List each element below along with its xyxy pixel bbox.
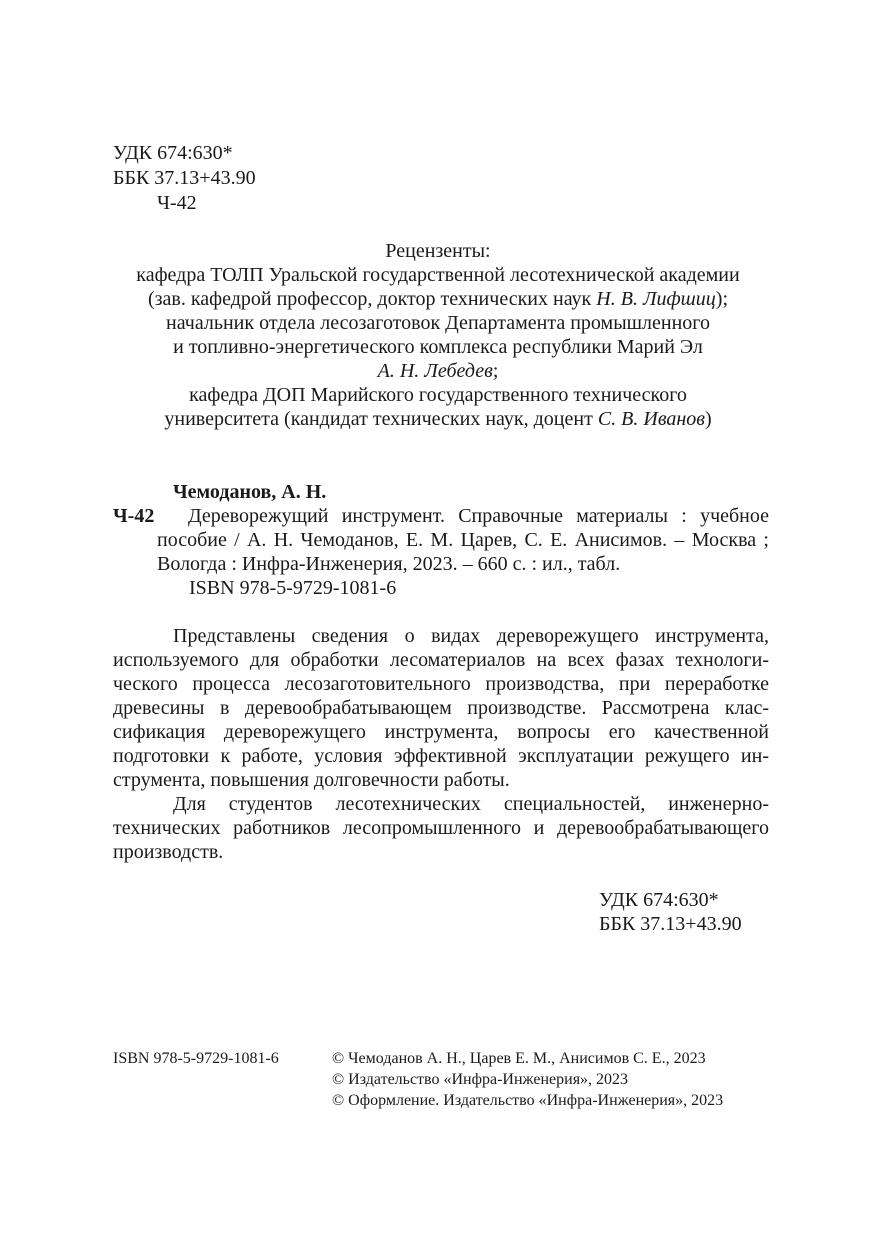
abstract-p1-line-1: Представлены сведения о видах дереворежущего инструмента, bbox=[173, 625, 769, 647]
reviewers-title: Рецензенты: bbox=[385, 240, 491, 262]
reviewer-line-1: кафедра ТОЛП Уральской государственной лесотехнической академии bbox=[136, 264, 740, 286]
copyright-publisher: © Издательство «Инфра-Инженерия», 2023 bbox=[332, 1071, 629, 1088]
reviewer-line-7 bbox=[0, 407, 876, 431]
copyright-design: © Оформление. Издательство «Инфра-Инженерия», 2023 bbox=[332, 1092, 724, 1109]
reviewer-line-2-text: (зав. кафедрой профессор, доктор технических наук bbox=[147, 288, 597, 310]
abstract-p2-line-2: технических работников лесопромышленного и деревообрабатывающего bbox=[113, 817, 769, 839]
reviewer-line-2-end: ); bbox=[715, 288, 729, 310]
reviewer-line-7-end: ) bbox=[704, 408, 712, 430]
reviewer-line-4: и топливно-энергетического комплекса республики Марий Эл bbox=[173, 336, 703, 358]
reviewer-line-3: начальник отдела лесозаготовок Департамента промышленного bbox=[165, 312, 710, 334]
copyright-authors: © Чемоданов А. Н., Царев Е. М., Анисимов С. Е., 2023 bbox=[332, 1050, 706, 1067]
abstract-p2-line-1: Для студентов лесотехнических специальностей, инженерно- bbox=[173, 793, 769, 815]
author-mark-code: Ч-42 bbox=[157, 192, 197, 214]
reviewer-line-5-end: ; bbox=[492, 360, 499, 382]
bottom-udk-code: УДК 674:630* bbox=[599, 889, 719, 911]
reviewer-name-lifshits: Н. В. Лифшиц bbox=[596, 288, 716, 310]
abstract-p2-line-3: производств. bbox=[113, 841, 224, 863]
catalog-line-3: Вологда : Инфра-Инженерия, 2023. – 660 с. : ил., табл. bbox=[157, 553, 621, 575]
abstract-p1-line-5: сификация дереворежущего инструмента, вопросы его качественной bbox=[113, 721, 769, 743]
catalog-author: Чемоданов, А. Н. bbox=[173, 481, 327, 503]
reviewer-line-6: кафедра ДОП Марийского государственного технического bbox=[189, 384, 687, 406]
reviewer-name-ivanov: С. В. Иванов bbox=[597, 408, 705, 430]
bbk-code: ББК 37.13+43.90 bbox=[113, 167, 256, 189]
reviewer-line-2 bbox=[0, 287, 876, 311]
bottom-bbk-code: ББК 37.13+43.90 bbox=[599, 913, 742, 935]
abstract-p1-line-3: ческого процесса лесозаготовительного производства, при переработке bbox=[113, 673, 769, 695]
catalog-line-2: пособие / А. Н. Чемоданов, Е. М. Царев, С. Е. Анисимов. – Москва ; bbox=[157, 529, 769, 551]
abstract-p1-line-2: используемого для обработки лесоматериалов на всех фазах технологи- bbox=[113, 649, 769, 671]
reviewer-line-7-text: университета (кандидат технических наук, доцент bbox=[164, 408, 598, 430]
abstract-p1-line-4: древесины в деревообрабатывающем производстве. Рассмотрена клас- bbox=[113, 697, 769, 719]
udk-code: УДК 674:630* bbox=[113, 142, 233, 164]
abstract-p1-line-7: струмента, повышения долговечности работы. bbox=[113, 769, 510, 791]
reviewer-name-lebedev: А. Н. Лебедев bbox=[377, 360, 493, 382]
abstract-p1-line-6: подготовки к работе, условия эффективной эксплуатации режущего ин- bbox=[113, 745, 769, 767]
catalog-isbn: ISBN 978-5-9729-1081-6 bbox=[189, 577, 397, 599]
reviewer-line-5 bbox=[0, 359, 876, 383]
catalog-line-1: Дереворежущий инструмент. Справочные материалы : учебное bbox=[188, 505, 769, 527]
catalog-code: Ч-42 bbox=[113, 505, 155, 527]
footer-isbn: ISBN 978-5-9729-1081-6 bbox=[113, 1050, 279, 1067]
